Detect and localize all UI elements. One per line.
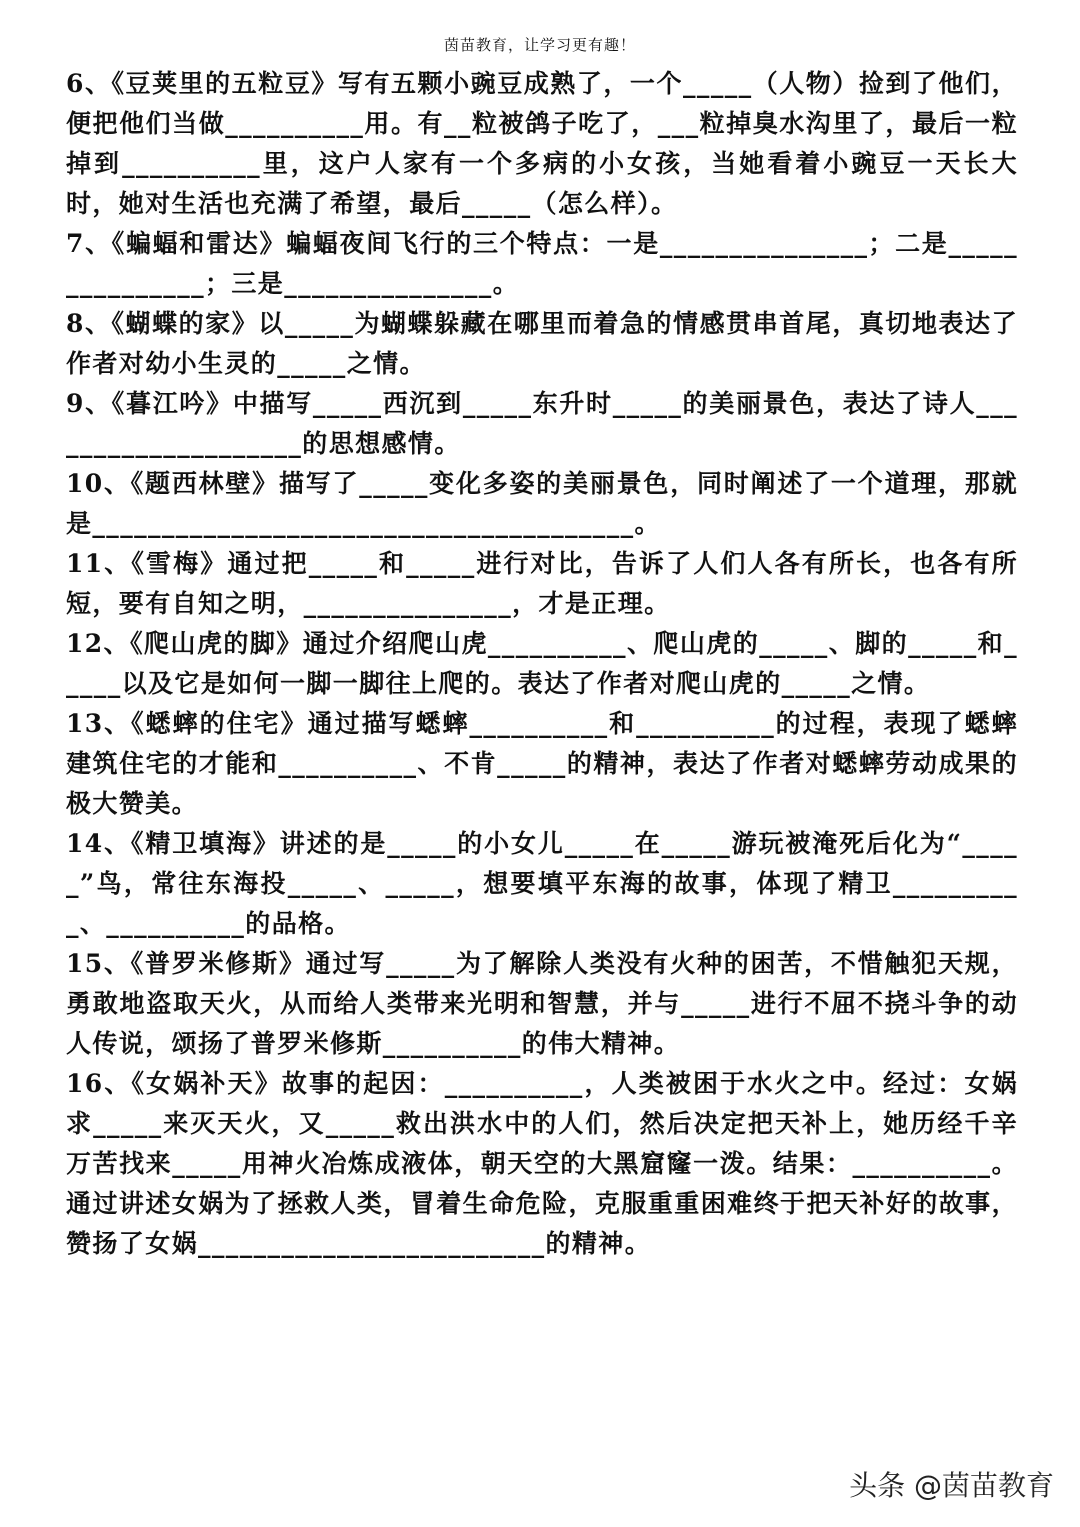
question-item: 12、《爬山虎的脚》通过介绍爬山虎__________、爬山虎的_____、脚的_____和_____以及它是如何一脚一脚往上爬的。表达了作者对爬山虎的_____之情。 — [66, 629, 1018, 698]
question-item: 15、《普罗米修斯》通过写_____为了解除人类没有火种的困苦，不惜触犯天规，勇敢地盗取天火，从而给人类带来光明和智慧，并与_____进行不屈不挠斗争的动人传说，颂扬了普罗米修斯__________的伟大精神。 — [66, 949, 1018, 1058]
question-item: 7、《蝙蝠和雷达》蝙蝠夜间飞行的三个特点：一是_______________；二是_______________；三是_______________。 — [66, 229, 1018, 298]
question-item: 6、《豆荚里的五粒豆》写有五颗小豌豆成熟了，一个_____（人物）捡到了他们，便把他们当做__________用。有__粒被鸽子吃了，___粒掉臭水沟里了，最后一粒掉到__________里，这户人家有一个多病的小女孩，当她看着小豌豆一天长大时，她对生活也充满了希望，最后_____（怎么样）。 — [66, 69, 1018, 218]
question-item: 11、《雪梅》通过把_____和_____进行对比，告诉了人们人各有所长，也各有所短，要有自知之明，_______________，才是正理。 — [66, 549, 1018, 618]
question-item: 8、《蝴蝶的家》以_____为蝴蝶躲藏在哪里而着急的情感贯串首尾，真切地表达了作者对幼小生灵的_____之情。 — [66, 309, 1018, 378]
question-item: 16、《女娲补天》故事的起因：__________，人类被困于水火之中。经过：女娲求_____来灭天火，又_____救出洪水中的人们，然后决定把天补上，她历经千辛万苦找来_____用神火冶炼成液体，朝天空的大黑窟窿一泼。结果：__________。通过讲述女娲为了拯救人类，冒着生命危险，克服重重困难终于把天补好的故事，赞扬了女娲_________________________的精神。 — [66, 1069, 1018, 1258]
question-list — [66, 64, 1018, 1264]
question-item: 14、《精卫填海》讲述的是_____的小女儿_____在_____游玩被淹死后化为“_____”鸟，常往东海投_____、_____，想要填平东海的故事，体现了精卫__________、__________的品格。 — [66, 829, 1018, 938]
question-item: 9、《暮江吟》中描写_____西沉到_____东升时_____的美丽景色，表达了诗人____________________的思想感情。 — [66, 389, 1018, 458]
question-item: 13、《蟋蟀的住宅》通过描写蟋蟀__________和__________的过程，表现了蟋蟀建筑住宅的才能和__________、不肯_____的精神，表达了作者对蟋蟀劳动成果的极大赞美。 — [66, 709, 1018, 818]
question-item: 10、《题西林壁》描写了_____变化多姿的美丽景色，同时阐述了一个道理，那就是_______________________________________。 — [66, 469, 1018, 538]
watermark: 头条 @茵苗教育 — [849, 1469, 1054, 1502]
page-header: 茵苗教育，让学习更有趣！ — [443, 36, 636, 54]
